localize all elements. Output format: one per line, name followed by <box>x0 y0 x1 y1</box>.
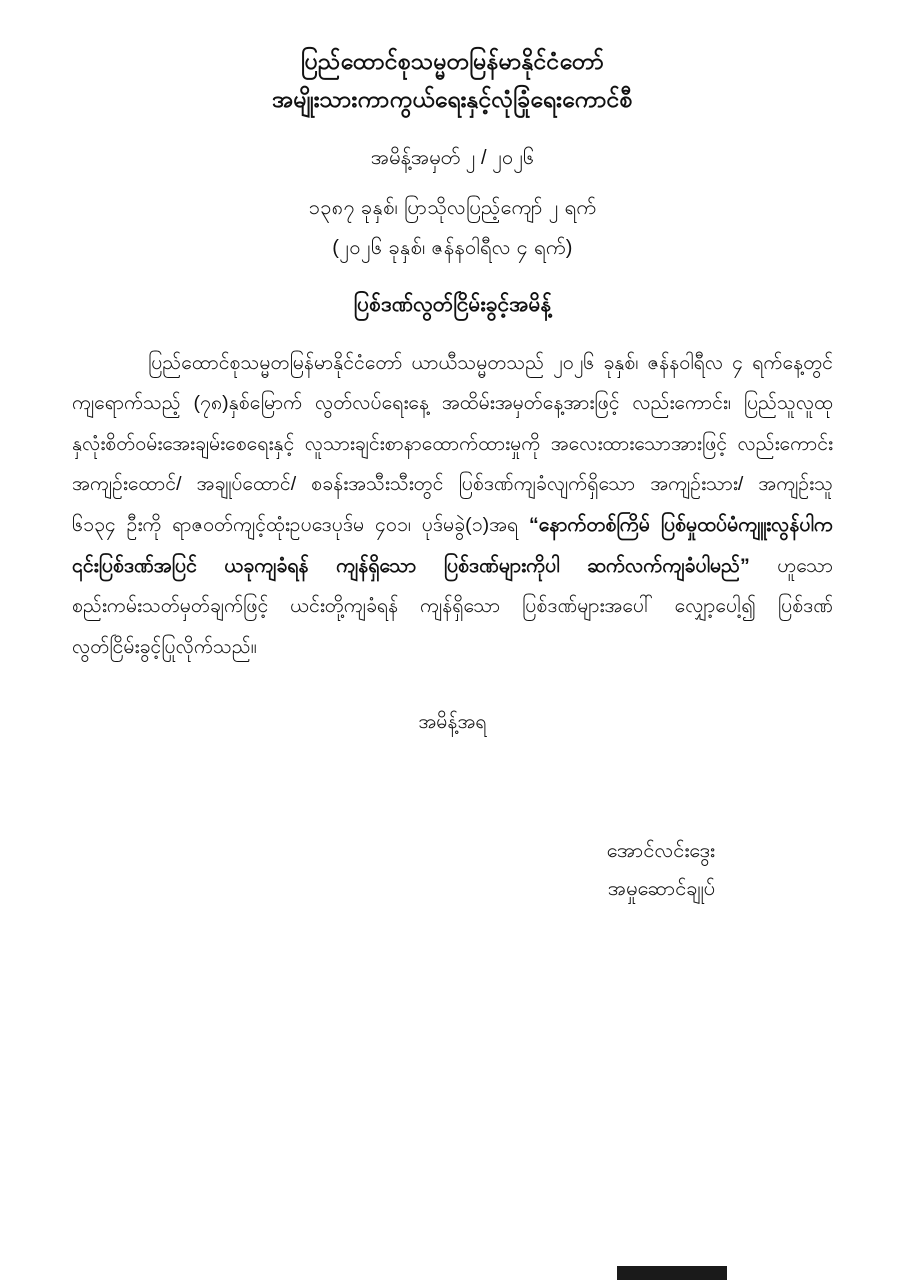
date-gregorian: (၂၀၂၆ ခုနှစ်၊ ဇန်နဝါရီလ ၄ ရက်) <box>332 237 573 260</box>
page-bottom-marker <box>617 1266 727 1280</box>
body-part-one: ပြည်ထောင်စုသမ္မတမြန်မာနိုင်ငံတော် ယာယီသမ္မတသည် ၂၀၂၆ ခုနှစ်၊ ဇန်နဝါရီလ ၄ ရက်နေ့တွင် ကျရောက်သည့် (၇၈)နှစ်မြောက် လွတ်လပ်ရေးနေ့ အထိမ်းအမှတ်နေ့အားဖြင့် လည်းကောင်း၊ ပြည်သူလူထု နှလုံးစိတ်ဝမ်းအေးချမ်းစေရေးနှင့် လူသားချင်းစာနာထောက်ထားမှုကို အလေးထားသောအားဖြင့် လည်းကောင်း အကျဉ်းထောင်/ အချုပ်ထောင်/ စခန်းအသီးသီးတွင် ပြစ်ဒဏ်ကျခံလျက်ရှိသော အကျဉ်းသား/ အကျဉ်းသူ ၆၁၃၄ ဦးကို ရာဇဝတ်ကျင့်ထုံးဥပဒေပုဒ်မ ၄၀၁၊ ပုဒ်မခွဲ(၁)အရ <box>72 351 833 536</box>
document-title: ပြစ်ဒဏ်လွတ်ငြိမ်းခွင့်အမိန့် <box>353 293 552 317</box>
closing-line: အမိန့်အရ <box>418 711 487 734</box>
document-header <box>72 44 833 263</box>
date-myanmar: ၁၃၈၇ ခုနှစ်၊ ပြာသိုလပြည့်ကျော် ၂ ရက် <box>308 197 597 220</box>
organization-line-1: ပြည်ထောင်စုသမ္မတမြန်မာနိုင်ငံတော် <box>300 48 605 74</box>
organization-line-2: အမျိုးသားကာကွယ်ရေးနှင့်လုံခြုံရေးကောင်စီ <box>272 85 633 112</box>
body-part-two: ဟူသော စည်းကမ်းသတ်မှတ်ချက်ဖြင့် ယင်းတို့ကျခံရန် ကျန်ရှိသော ပြစ်ဒဏ်များအပေါ် လျှော့ပေါ့၍ ပြစ်ဒဏ်လွတ်ငြိမ်းခွင့်ပြုလိုက်သည်။ <box>72 554 833 658</box>
document-body <box>72 343 833 667</box>
signatory-name: အောင်လင်းဒွေး <box>606 840 715 863</box>
signatory-title: အမှုဆောင်ချုပ် <box>607 878 715 901</box>
signature-block <box>72 834 833 906</box>
order-number: အမိန့်အမှတ် ၂ / ၂၀၂၆ <box>370 147 535 170</box>
body-quoted-condition: “နောက်တစ်ကြိမ် ပြစ်မှုထပ်မံကျူးလွန်ပါက ၎င်းပြစ်ဒဏ်အပြင် ယခုကျခံရန် ကျန်ရှိသော ပြစ်ဒဏ်များကိုပါ ဆက်လက်ကျခံပါမည်” <box>72 513 833 577</box>
